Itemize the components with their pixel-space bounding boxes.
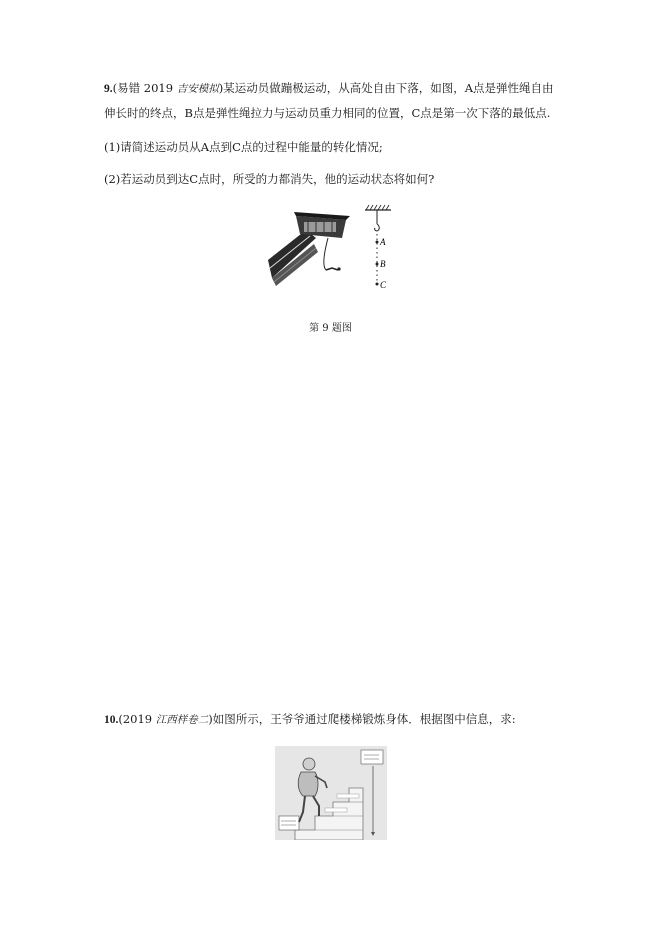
- point-a-label: A: [380, 237, 386, 247]
- q10-text: 如图所示，王爷爷通过爬楼梯锻炼身体．根据图中信息，求:: [212, 712, 516, 726]
- q10-number: 10.: [104, 714, 119, 726]
- q10-source-close: ): [208, 712, 213, 726]
- point-c-label: C: [380, 280, 387, 290]
- q9-text-line1: 某运动员做蹦极运动，从高处自由下落，如图，A点是弹性绳自由: [223, 81, 554, 95]
- q9-subquestion-2: (2)若运动员到达C点时，所受的力都消失，他的运动状态将如何?: [104, 172, 435, 186]
- stair-climbing-illustration: [275, 746, 387, 840]
- q9-subquestion-1: (1)请简述运动员从A点到C点的过程中能量的转化情况;: [104, 140, 383, 154]
- q9-line2: 伸长时的终点，B点是弹性绳拉力与运动员重力相同的位置，C点是第一次下落的最低点.: [104, 106, 551, 120]
- q9-source: 吉安模拟: [176, 83, 219, 95]
- bungee-point-diagram: [361, 204, 401, 294]
- point-a-dot: [376, 241, 379, 244]
- q9-source-close: ): [218, 81, 224, 95]
- q9-figure-caption: 第 9 题图: [309, 323, 352, 334]
- q10-line1: [104, 711, 516, 728]
- point-c-dot: [376, 283, 379, 286]
- q9-line1: [104, 80, 554, 97]
- q10-source-open: (2019: [118, 712, 156, 726]
- bungee-platform-illustration: [266, 208, 358, 290]
- q10-source: 江西样卷二: [155, 714, 209, 726]
- q9-source-open: (易错 2019: [112, 81, 177, 95]
- point-b-label: B: [380, 259, 386, 269]
- q9-number: 9.: [104, 83, 113, 95]
- point-b-dot: [376, 263, 379, 266]
